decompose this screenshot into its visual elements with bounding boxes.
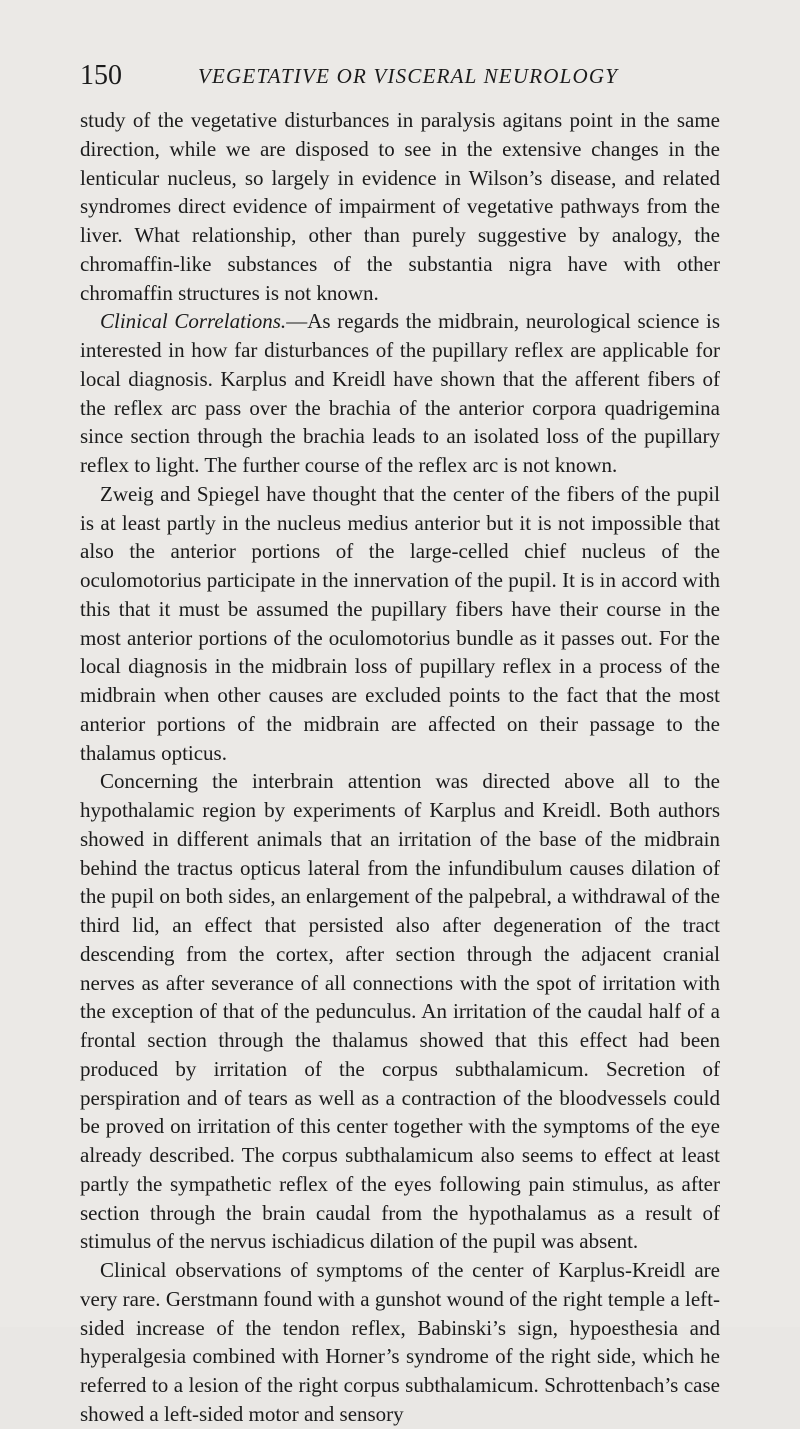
paragraph-text: Zweig and Spiegel have thought that the center of the fibers of the pupil is at least partly in the nucleus medius anterior but it is not impossible that also the anterior portions of the large-celled chief nucleus of the oculomotorius participate in the innervation of the pupil. It is in accord with this that it must be assumed the pupillary fibers have their course in the most anterior portions of the oculomotorius bundle as it passes out. For the local diagnosis in the midbrain loss of pupillary reflex in a process of the midbrain when other causes are excluded points to the fact that the most anterior portions of the midbrain are affected on their passage to the thalamus opticus. (80, 481, 720, 765)
paragraph (80, 480, 720, 768)
paragraph-text: Clinical observations of symptoms of the center of Karplus-Kreidl are very rare. Gerstmann found with a gunshot wound of the right temple a left-sided increase of the tendon reflex, Babinski’s sign, hypoesthesia and hyperalgesia combined with Horner’s syndrome of the right side, which he referred to a lesion of the right corpus subthalamicum. Schrottenbach’s case showed a left-sided motor and sensory (80, 1258, 720, 1426)
page-header (80, 58, 720, 94)
paragraph-text: study of the vegetative disturbances in paralysis agitans point in the same direction, while we are disposed to see in the extensive changes in the lenticular nucleus, so largely in evidence in Wilson’s disease, and related syndromes direct evidence of impairment of vegetative pathways from the liver. What relationship, other than purely suggestive by analogy, the chromaffin-like substances of the substantia nigra have with other chromaffin structures is not known. (80, 108, 720, 305)
running-head: VEGETATIVE OR VISCERAL NEUROLOGY (198, 64, 619, 88)
page-number: 150 (80, 60, 122, 91)
section-heading-inline: Clinical Correlations. (100, 309, 287, 334)
paragraph-text: —As regards the midbrain, neurological science is interested in how far disturbances of the pupillary reflex are applicable for local diagnosis. Karplus and Kreidl have shown that the afferent fibers of the reflex arc pass over the brachia of the anterior corpora quadrigemina since section through the brachia leads to an isolated loss of the pupillary reflex to light. The further course of the reflex arc is not known. (80, 309, 720, 477)
paragraph (80, 1256, 720, 1429)
body-text (80, 106, 720, 1429)
paragraph-text: Concerning the interbrain attention was directed above all to the hypothalamic region by experiments of Karplus and Kreidl. Both authors showed in different animals that an irritation of the base of the midbrain behind the tractus opticus lateral from the infundibulum causes dilation of the pupil on both sides, an enlargement of the palpebral, a withdrawal of the third lid, an effect that persisted also after degeneration of the tract descending from the cortex, after section through the adjacent cranial nerves as after severance of all connections with the spot of irritation with the exception of that of the pedunculus. An irritation of the caudal half of a frontal section through the thalamus showed that this effect had been produced by irritation of the corpus subthalamicum. Secretion of perspiration and of tears as well as a contraction of the bloodvessels could be proved on irritation of this center together with the symptoms of the eye already described. The corpus subthalamicum also seems to effect at least partly the sympathetic reflex of the eyes following pain stimulus, as after section through the brain caudal from the hypothalamus as a result of stimulus of the nervus ischiadicus dilation of the pupil was absent. (80, 769, 720, 1254)
paragraph (80, 106, 720, 307)
paragraph (80, 767, 720, 1256)
paragraph (80, 307, 720, 480)
